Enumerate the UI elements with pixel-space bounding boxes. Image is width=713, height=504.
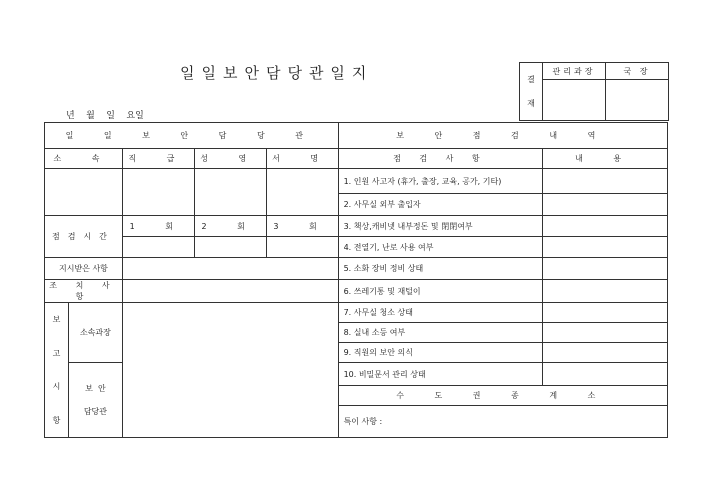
approval-box xyxy=(519,62,669,121)
content-8[interactable] xyxy=(543,323,668,343)
approval-label-top: 결 xyxy=(527,74,535,84)
content-7[interactable] xyxy=(543,303,668,323)
check-item-10: 10. 비밀문서 관리 상태 xyxy=(338,363,543,386)
signature-cell[interactable] xyxy=(266,169,338,216)
report-cell[interactable] xyxy=(122,303,338,438)
actions-cell[interactable] xyxy=(122,280,338,303)
position-cell[interactable] xyxy=(122,169,194,216)
content-3[interactable] xyxy=(543,216,668,237)
check-item-7: 7. 사무실 청소 상태 xyxy=(338,303,543,323)
report-officer-label xyxy=(68,363,122,438)
col-check-items: 점 검 사 항 xyxy=(338,149,543,169)
check-time-2: 2 회 xyxy=(194,216,266,237)
check-item-6: 6. 쓰레기통 및 재털이 xyxy=(338,280,543,303)
report-manager-label: 소속과장 xyxy=(68,303,122,363)
instructions-label: 지시받은 사항 xyxy=(45,258,123,280)
affiliation-cell[interactable] xyxy=(45,169,123,216)
header-right: 보 안 점 검 내 역 xyxy=(338,123,667,149)
name-cell[interactable] xyxy=(194,169,266,216)
approval-sign-manager[interactable] xyxy=(543,80,606,121)
check-item-3: 3. 책상,캐비넷 내부정돈 및 閉閉여부 xyxy=(338,216,543,237)
content-5[interactable] xyxy=(543,258,668,280)
date-line: 년 월 일 요일 xyxy=(66,111,144,121)
content-6[interactable] xyxy=(543,280,668,303)
report-label-1: 보 xyxy=(52,315,61,325)
check-item-5: 5. 소화 장비 정비 상태 xyxy=(338,258,543,280)
header-left: 일 일 보 안 담 당 관 xyxy=(45,123,339,149)
log-table xyxy=(44,122,668,438)
report-label-2: 고 xyxy=(52,348,61,358)
report-officer-line2: 담당관 xyxy=(83,407,108,416)
check-time-1: 1 회 xyxy=(122,216,194,237)
instructions-cell[interactable] xyxy=(122,258,338,280)
check-item-1: 1. 인원 사고자 (휴가, 출장, 교육, 공가, 기타) xyxy=(338,169,543,194)
guard-header: 수 도 권 종 계 소 xyxy=(338,386,667,406)
approval-col-director: 국 장 xyxy=(606,63,669,80)
content-4[interactable] xyxy=(543,237,668,258)
content-2[interactable] xyxy=(543,194,668,216)
approval-sign-director[interactable] xyxy=(606,80,669,121)
check-time-2-value[interactable] xyxy=(194,237,266,258)
col-affiliation: 소 속 xyxy=(45,149,123,169)
report-label-4: 항 xyxy=(52,415,61,425)
col-position: 직 급 xyxy=(122,149,194,169)
page-title: 일일보안담당관일지 xyxy=(180,64,374,82)
report-officer-line1: 보 안 xyxy=(85,384,106,393)
approval-label-bottom: 재 xyxy=(527,98,535,108)
check-item-8: 8. 실내 소등 여부 xyxy=(338,323,543,343)
check-time-3-value[interactable] xyxy=(266,237,338,258)
content-10[interactable] xyxy=(543,363,668,386)
col-content: 내 용 xyxy=(543,149,668,169)
col-signature: 서 명 xyxy=(266,149,338,169)
content-1[interactable] xyxy=(543,169,668,194)
report-label-3: 시 xyxy=(52,382,61,392)
content-9[interactable] xyxy=(543,343,668,363)
approval-label xyxy=(520,63,543,121)
col-name: 성 영 xyxy=(194,149,266,169)
remarks-cell[interactable]: 특이 사항 : xyxy=(338,406,667,438)
actions-label: 조 치 사 항 xyxy=(45,280,123,303)
approval-col-manager: 관리과장 xyxy=(543,63,606,80)
report-label xyxy=(45,303,69,438)
check-item-9: 9. 직원의 보안 의식 xyxy=(338,343,543,363)
check-item-2: 2. 사무실 외부 출입자 xyxy=(338,194,543,216)
check-time-label: 점검시간 xyxy=(45,216,123,258)
check-item-4: 4. 전열기, 난로 사용 여부 xyxy=(338,237,543,258)
check-time-1-value[interactable] xyxy=(122,237,194,258)
check-time-3: 3 회 xyxy=(266,216,338,237)
